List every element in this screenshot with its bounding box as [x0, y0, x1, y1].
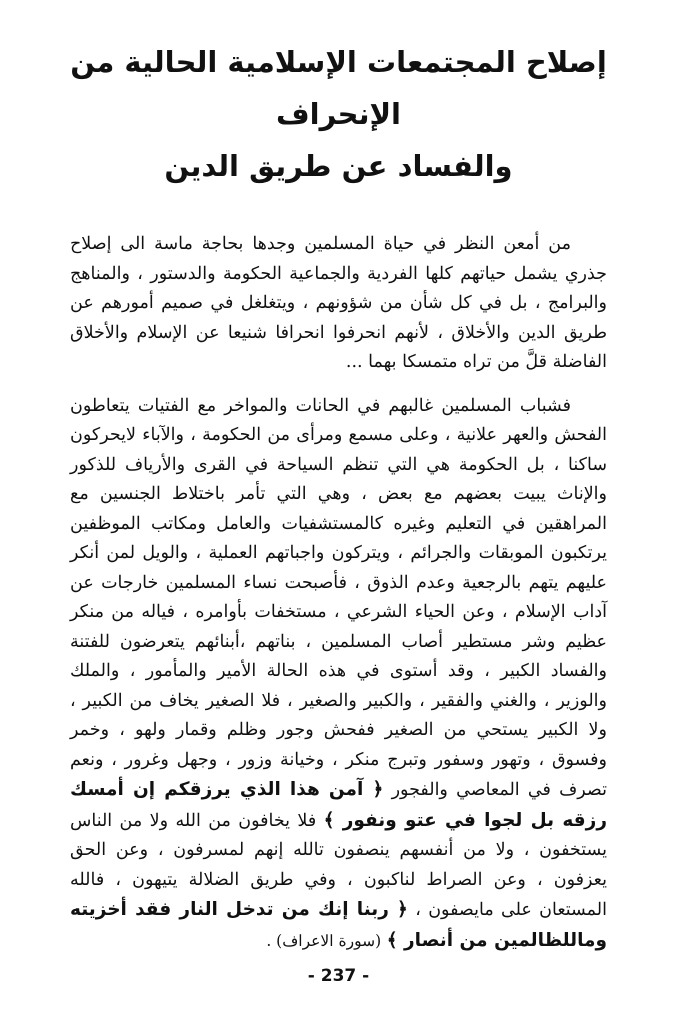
paragraph-2-text-part-2: فلا يخافون من الله ولا من الناس يستخفون ، ولا من أنفسهم ينصفون تالله إنهم لمسرفون ، وعن الحق يعزفون ، وعن الصراط لناكبون ، وفي طريق الضلالة يتيهون ، فالله المستعان على مايصفون ،: [70, 810, 607, 920]
page-title-line-1: إصلاح المجتمعات الإسلامية الحالية من الإنحراف: [70, 45, 607, 131]
paragraph-2-text-part-1: فشباب المسلمين غالبهم في الحانات والمواخر مع الفتيات يتعاطون الفحش والعهر علانية ، وعلى مسمع ومرأى من الحكومة ، والآباء لايحركون ساكنا ، بل الحكومة هي التي تنظم السياحة في القرى والأرياف للذكور والإناث يبيت بعضهم مع بعض ، وهي التي تأمر باختلاط الجنسين مع المراهقين في التعليم وغيره كالمستشفيات والعامل ومكاتب الموظفين يرتكبون الموبقات والجرائم ، ويتركون واجباتهم العملية ، والويل لمن أنكر عليهم يتهم بالرجعية وعدم الذوق ، فأصبحت نساء المسلمين خارجات عن آداب الإسلام ، وعن الحياء الشرعي ، مستخفات بأوامره ، فياله من منكر عظيم وشر مستطير أصاب المسلمين ، بناتهم ،أبنائهم يتعرضون للفتنة والفساد الكبير ، وقد أستوى في هذه الحالة الأمير والمأمور ، والملك والوزير ، والغني والفقير ، والكبير والصغير ، فلا الصغير يخاف من الكبير ، ولا الكبير يستحي من الصغير ففحش وجور وظلم وقمار ولهو ، وخمر وفسوق ، وتهور وسفور وتبرج منكر ، وخيانة وزور ، وجهل وغرور ، ونعم تصرف في المعاصي والفجور: [70, 395, 607, 800]
quran-verse-1: ﴿ آمن هذا الذي يرزقكم إن أمسك رزقه بل لجوا في عتو ونفور ﴾: [70, 779, 607, 831]
book-page: [70, 36, 607, 992]
quran-verse-2: ﴿ ربنا إنك من تدخل النار فقد أخزيته وماللظالمين من أنصار ﴾: [70, 899, 607, 951]
body-paragraph-1: من أمعن النظر في حياة المسلمين وجدها بحاجة ماسة الى إصلاح جذري يشمل حياتهم كلها الفردية والجماعية الحكومة والدستور ، والمناهج والبرامج ، بل في كل شأن من شؤونهم ، ويتغلغل في صميم أمورهم عن طريق الدين والأخلاق ، لأنهم انحرفوا انحرافا شنيعا عن الإسلام والأخلاق الفاضلة قلَّ من تراه متمسكا بهما ...: [70, 234, 607, 372]
body-paragraph-2: [70, 392, 607, 957]
page-number: - 237 -: [307, 966, 370, 986]
surah-reference: (سورة الاعراف) .: [266, 931, 382, 950]
page-title-line-2: والفساد عن طريق الدين: [164, 149, 513, 183]
page-title: [70, 36, 607, 192]
